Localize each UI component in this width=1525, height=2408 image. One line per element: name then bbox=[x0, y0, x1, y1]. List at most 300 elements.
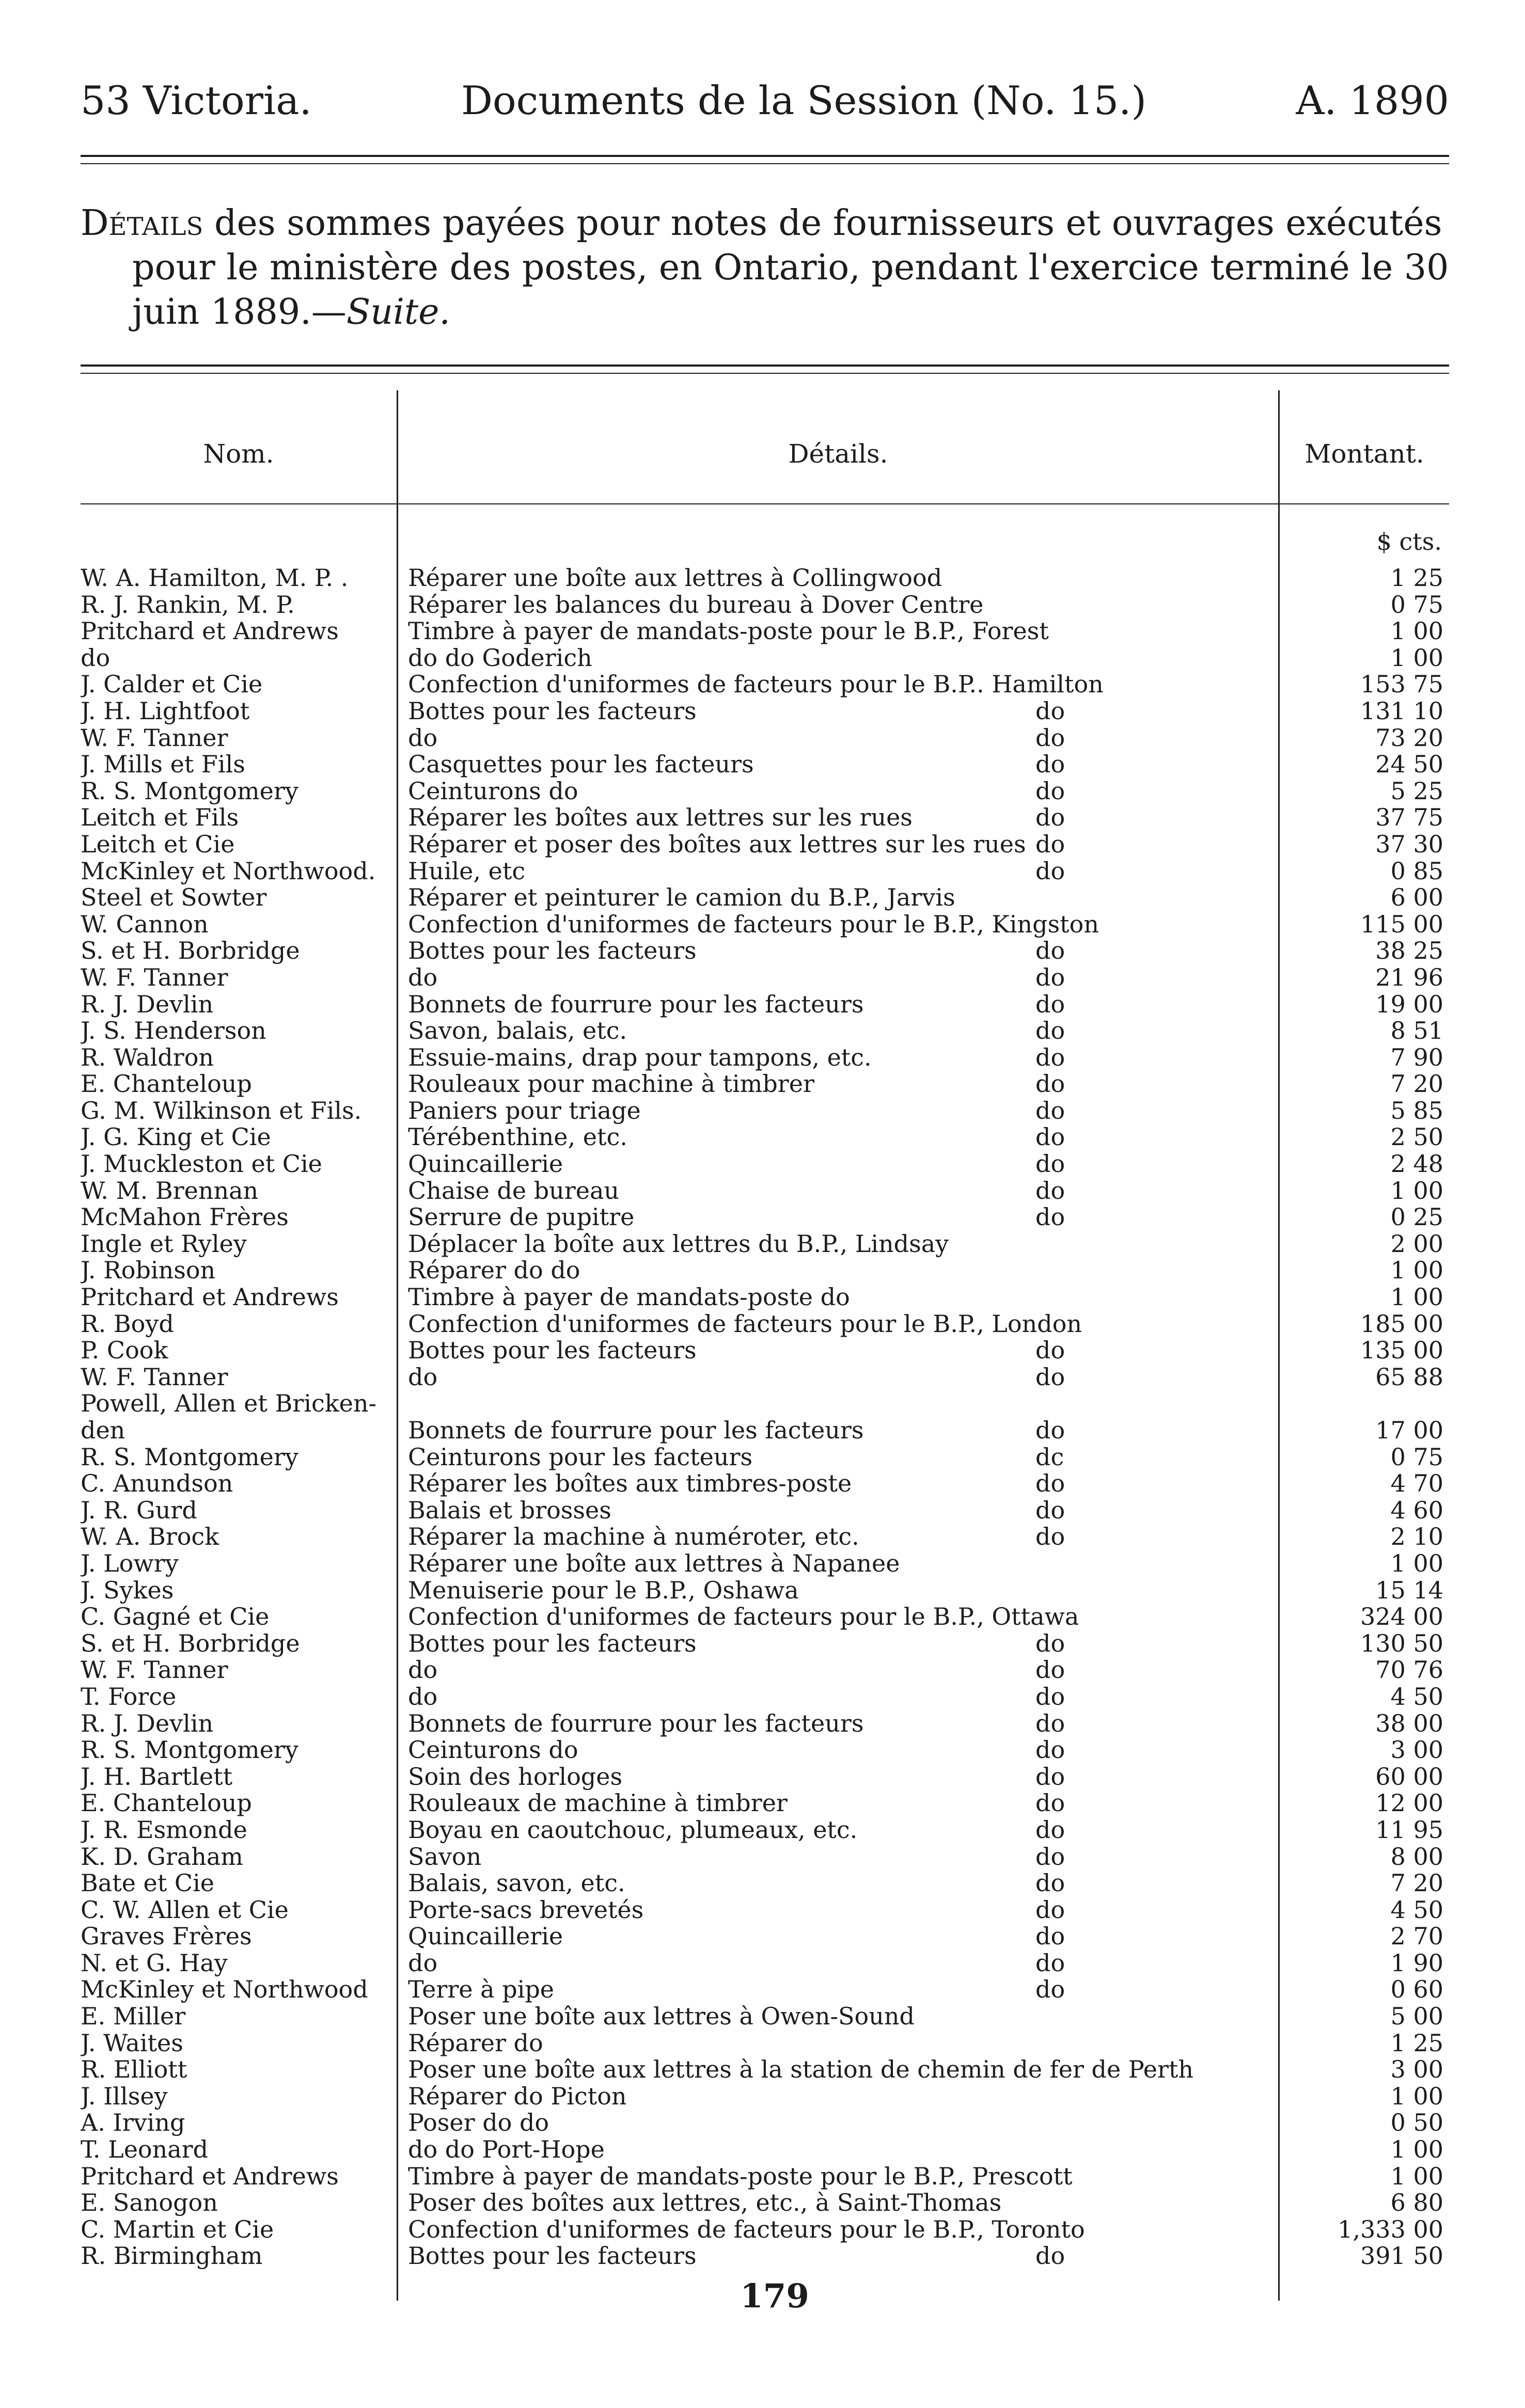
row-amount: 1 90 bbox=[1390, 1950, 1443, 1977]
row-details: do bbox=[408, 1683, 438, 1710]
row-details: Poser une boîte aux lettres à la station de chemin de fer de Perth bbox=[408, 2056, 1194, 2083]
supplier-name: R. J. Rankin, M. P. bbox=[81, 591, 295, 619]
table-row bbox=[0, 1444, 1525, 1471]
supplier-name: R. Boyd bbox=[81, 1310, 174, 1338]
supplier-name: W. F. Tanner bbox=[81, 964, 228, 991]
row-details: Réparer et peinturer le camion du B.P., Jarvis bbox=[408, 884, 955, 911]
row-details: Rouleaux de machine à timbrer bbox=[408, 1790, 788, 1817]
row-details: Bottes pour les facteurs bbox=[408, 1337, 697, 1364]
row-amount: 19 00 bbox=[1375, 991, 1443, 1018]
supplier-name: E. Chanteloup bbox=[81, 1790, 252, 1817]
supplier-name: J. Muckleston et Cie bbox=[81, 1151, 322, 1178]
row-details: Paniers pour triage bbox=[408, 1097, 641, 1124]
row-details: Poser une boîte aux lettres à Owen-Sound bbox=[408, 2003, 915, 2030]
table-caption bbox=[81, 201, 1449, 335]
row-amount: 4 50 bbox=[1390, 1683, 1443, 1710]
table-row bbox=[0, 2056, 1525, 2083]
row-amount: 2 50 bbox=[1390, 1124, 1443, 1151]
row-amount: 12 00 bbox=[1375, 1790, 1443, 1817]
row-amount: 0 75 bbox=[1390, 1444, 1443, 1471]
row-ditto: do bbox=[1035, 1337, 1065, 1364]
row-ditto: do bbox=[1035, 1044, 1065, 1071]
row-ditto: do bbox=[1035, 804, 1065, 831]
row-details: Confection d'uniformes de facteurs pour le B.P., London bbox=[408, 1310, 1082, 1338]
caption-lead: Détails bbox=[81, 203, 203, 244]
table-row bbox=[0, 1364, 1525, 1391]
supplier-name: do bbox=[81, 644, 111, 672]
supplier-name: R. J. Devlin bbox=[81, 991, 214, 1018]
row-ditto: do bbox=[1035, 858, 1065, 885]
caption-line-3: juin 1889.—Suite. bbox=[132, 292, 451, 332]
row-ditto: do bbox=[1035, 1870, 1065, 1897]
row-details: Réparer les boîtes aux timbres-poste bbox=[408, 1470, 852, 1497]
row-ditto: do bbox=[1035, 698, 1065, 725]
row-ditto: do bbox=[1035, 1843, 1065, 1871]
supplier-name: R. J. Devlin bbox=[81, 1710, 214, 1737]
caption-suite: Suite. bbox=[346, 292, 451, 332]
header-rule-2 bbox=[81, 163, 1449, 164]
row-ditto: do bbox=[1035, 1976, 1065, 2004]
row-amount: 1 00 bbox=[1390, 1257, 1443, 1285]
row-details: Bottes pour les facteurs bbox=[408, 938, 697, 964]
row-amount: 1 00 bbox=[1390, 618, 1443, 645]
table-row bbox=[0, 1124, 1525, 1151]
row-details: Réparer une boîte aux lettres à Collingwood bbox=[408, 565, 942, 592]
row-details: Confection d'uniformes de facteurs pour le B.P., Kingston bbox=[408, 911, 1099, 938]
row-ditto: do bbox=[1035, 1071, 1065, 1098]
row-details: Ceinturons do bbox=[408, 1737, 578, 1764]
table-row bbox=[0, 592, 1525, 619]
row-amount: 0 85 bbox=[1390, 858, 1443, 885]
supplier-name: R. Birmingham bbox=[81, 2243, 263, 2270]
table-row bbox=[0, 671, 1525, 698]
row-details: do bbox=[408, 964, 438, 991]
row-details: Confection d'uniformes de facteurs pour le B.P.. Hamilton bbox=[408, 671, 1104, 698]
table-top-rule-1 bbox=[81, 365, 1449, 367]
row-details: do do Port-Hope bbox=[408, 2136, 605, 2163]
supplier-name: A. Irving bbox=[81, 2110, 185, 2137]
supplier-name: Powell, Allen et Bricken- bbox=[81, 1390, 377, 1417]
row-details: Ceinturons do bbox=[408, 778, 578, 805]
row-ditto: do bbox=[1035, 1923, 1065, 1950]
row-ditto: do bbox=[1035, 1097, 1065, 1124]
row-details: Porte-sacs brevetés bbox=[408, 1896, 644, 1924]
table-row bbox=[0, 1604, 1525, 1630]
table-row bbox=[0, 1657, 1525, 1684]
supplier-name: W. F. Tanner bbox=[81, 1657, 228, 1684]
supplier-name: Steel et Sowter bbox=[81, 884, 267, 911]
row-ditto: do bbox=[1035, 1364, 1065, 1391]
column-header-name: Nom. bbox=[203, 439, 274, 469]
table-row bbox=[0, 1950, 1525, 1977]
supplier-name: C. Martin et Cie bbox=[81, 2216, 274, 2243]
row-details: do bbox=[408, 724, 438, 752]
table-row bbox=[0, 1897, 1525, 1924]
table-row bbox=[0, 1231, 1525, 1258]
caption-line-1: Détails des sommes payées pour notes de fournisseurs et ouvrages exécutés bbox=[81, 203, 1442, 244]
supplier-name: R. S. Montgomery bbox=[81, 1444, 298, 1471]
supplier-name: W. Cannon bbox=[81, 911, 209, 938]
row-details: Réparer do Picton bbox=[408, 2083, 627, 2110]
supplier-name: G. M. Wilkinson et Fils. bbox=[81, 1097, 362, 1124]
supplier-name: C. Anundson bbox=[81, 1470, 233, 1497]
supplier-name: J. Illsey bbox=[81, 2083, 168, 2110]
row-amount: 4 50 bbox=[1390, 1896, 1443, 1924]
row-amount: 1 25 bbox=[1390, 565, 1443, 592]
row-details: Balais et brosses bbox=[408, 1497, 611, 1524]
row-ditto: do bbox=[1035, 1816, 1065, 1844]
row-amount: 11 95 bbox=[1375, 1816, 1443, 1844]
table-top-rule-2 bbox=[81, 373, 1449, 374]
row-details: Timbre à payer de mandats-poste do bbox=[408, 1284, 850, 1311]
row-details: Bonnets de fourrure pour les facteurs bbox=[408, 1417, 864, 1444]
row-amount: 4 70 bbox=[1390, 1470, 1443, 1497]
table-row bbox=[0, 1550, 1525, 1577]
row-amount: 3 00 bbox=[1390, 1737, 1443, 1764]
table-body bbox=[0, 565, 1525, 2270]
row-details: Bonnets de fourrure pour les facteurs bbox=[408, 1710, 864, 1737]
row-amount: 1 00 bbox=[1390, 1550, 1443, 1577]
row-details: Huile, etc bbox=[408, 858, 526, 885]
table-row bbox=[0, 1417, 1525, 1444]
row-amount: 15 14 bbox=[1375, 1577, 1443, 1604]
table-row bbox=[0, 2216, 1525, 2243]
table-row bbox=[0, 884, 1525, 911]
row-ditto: do bbox=[1035, 1018, 1065, 1044]
row-details: Bottes pour les facteurs bbox=[408, 1630, 697, 1657]
table-row bbox=[0, 1018, 1525, 1044]
row-amount: 5 25 bbox=[1390, 778, 1443, 805]
row-details: Chaise de bureau bbox=[408, 1177, 620, 1205]
supplier-name: R. S. Montgomery bbox=[81, 1737, 298, 1764]
supplier-name: E. Miller bbox=[81, 2003, 186, 2030]
column-header-rule bbox=[81, 503, 1449, 504]
caption-line-2: pour le ministère des postes, en Ontario, pendant l'exercice terminé le 30 bbox=[132, 247, 1449, 288]
table-row bbox=[0, 1390, 1525, 1417]
row-ditto: do bbox=[1035, 1470, 1065, 1497]
row-ditto: do bbox=[1035, 1630, 1065, 1657]
row-amount: 135 00 bbox=[1360, 1337, 1443, 1364]
row-ditto: dc bbox=[1035, 1444, 1064, 1471]
supplier-name: den bbox=[81, 1417, 125, 1444]
row-details: Réparer et poser des boîtes aux lettres sur les rues bbox=[408, 831, 1026, 858]
table-row bbox=[0, 2003, 1525, 2030]
column-header-details: Détails. bbox=[788, 439, 888, 469]
row-details: do do Goderich bbox=[408, 644, 592, 672]
row-amount: 1 00 bbox=[1390, 1177, 1443, 1205]
supplier-name: J. Sykes bbox=[81, 1577, 174, 1604]
table-row bbox=[0, 858, 1525, 885]
row-details: Bottes pour les facteurs bbox=[408, 698, 697, 725]
table-row bbox=[0, 1524, 1525, 1550]
row-ditto: do bbox=[1035, 1657, 1065, 1684]
row-details: Poser des boîtes aux lettres, etc., à Saint-Thomas bbox=[408, 2190, 1002, 2216]
row-details: Poser do do bbox=[408, 2110, 549, 2137]
row-details: Réparer do do bbox=[408, 1257, 580, 1285]
supplier-name: C. W. Allen et Cie bbox=[81, 1896, 289, 1924]
row-amount: 324 00 bbox=[1360, 1604, 1443, 1630]
supplier-name: T. Force bbox=[81, 1683, 177, 1710]
supplier-name: Leitch et Fils bbox=[81, 804, 239, 831]
row-ditto: do bbox=[1035, 2243, 1065, 2270]
row-ditto: do bbox=[1035, 1151, 1065, 1178]
table-row bbox=[0, 1844, 1525, 1871]
table-row bbox=[0, 1044, 1525, 1071]
supplier-name: J. Mills et Fils bbox=[81, 751, 245, 778]
table-row bbox=[0, 1337, 1525, 1364]
row-amount: 115 00 bbox=[1360, 911, 1443, 938]
supplier-name: Leitch et Cie bbox=[81, 831, 235, 858]
supplier-name: W. F. Tanner bbox=[81, 1364, 228, 1391]
row-amount: 391 50 bbox=[1360, 2243, 1443, 2270]
table-row bbox=[0, 2136, 1525, 2163]
row-ditto: do bbox=[1035, 724, 1065, 752]
table-row bbox=[0, 1923, 1525, 1950]
table-row bbox=[0, 911, 1525, 938]
row-amount: 131 10 bbox=[1360, 698, 1443, 725]
table-row bbox=[0, 2243, 1525, 2270]
row-details: Térébenthine, etc. bbox=[408, 1124, 627, 1151]
row-amount: 8 51 bbox=[1390, 1018, 1443, 1044]
row-details: do bbox=[408, 1657, 438, 1684]
supplier-name: Bate et Cie bbox=[81, 1870, 215, 1897]
table-row bbox=[0, 1976, 1525, 2003]
row-amount: 1,333 00 bbox=[1338, 2216, 1443, 2243]
table-row bbox=[0, 751, 1525, 778]
table-row bbox=[0, 1497, 1525, 1524]
row-ditto: do bbox=[1035, 1950, 1065, 1977]
row-amount: 1 00 bbox=[1390, 2083, 1443, 2110]
supplier-name: W. A. Brock bbox=[81, 1524, 219, 1550]
supplier-name: J. Lowry bbox=[81, 1550, 179, 1577]
row-details: Timbre à payer de mandats-poste pour le B.P., Forest bbox=[408, 618, 1049, 645]
row-amount: 17 00 bbox=[1375, 1417, 1443, 1444]
running-header bbox=[81, 77, 1449, 124]
row-details: Ceinturons pour les facteurs bbox=[408, 1444, 753, 1471]
table-row bbox=[0, 1710, 1525, 1737]
row-details: do bbox=[408, 1950, 438, 1977]
table-row bbox=[0, 804, 1525, 831]
supplier-name: P. Cook bbox=[81, 1337, 168, 1364]
row-details: Quincaillerie bbox=[408, 1151, 563, 1178]
row-ditto: do bbox=[1035, 938, 1065, 964]
supplier-name: E. Sanogon bbox=[81, 2190, 218, 2216]
table-row bbox=[0, 1311, 1525, 1338]
table-row bbox=[0, 565, 1525, 592]
row-amount: 1 00 bbox=[1390, 2136, 1443, 2163]
row-amount: 8 00 bbox=[1390, 1843, 1443, 1871]
table-row bbox=[0, 1470, 1525, 1497]
row-amount: 5 85 bbox=[1390, 1097, 1443, 1124]
table-row bbox=[0, 1257, 1525, 1284]
row-details: Savon, balais, etc. bbox=[408, 1018, 627, 1044]
row-ditto: do bbox=[1035, 1524, 1065, 1550]
row-amount: 38 25 bbox=[1375, 938, 1443, 964]
row-ditto: do bbox=[1035, 1177, 1065, 1205]
header-title: Documents de la Session (No. 15.) bbox=[461, 77, 1147, 123]
supplier-name: W. M. Brennan bbox=[81, 1177, 259, 1205]
supplier-name: J. S. Henderson bbox=[81, 1018, 266, 1044]
row-details: Serrure de pupitre bbox=[408, 1204, 635, 1231]
row-amount: 1 00 bbox=[1390, 644, 1443, 672]
row-amount: 1 25 bbox=[1390, 2030, 1443, 2057]
row-details: Savon bbox=[408, 1843, 482, 1871]
table-row bbox=[0, 1071, 1525, 1098]
row-details: Déplacer la boîte aux lettres du B.P., Lindsay bbox=[408, 1230, 949, 1258]
row-amount: 37 75 bbox=[1375, 804, 1443, 831]
supplier-name: W. F. Tanner bbox=[81, 724, 228, 752]
row-details: Essuie-mains, drap pour tampons, etc. bbox=[408, 1044, 872, 1071]
row-amount: 6 80 bbox=[1390, 2190, 1443, 2216]
row-details: Confection d'uniformes de facteurs pour le B.P., Toronto bbox=[408, 2216, 1085, 2243]
supplier-name: J. H. Lightfoot bbox=[81, 698, 250, 725]
row-ditto: do bbox=[1035, 1417, 1065, 1444]
row-amount: 7 20 bbox=[1390, 1870, 1443, 1897]
table-row bbox=[0, 938, 1525, 964]
header-rule-1 bbox=[81, 155, 1449, 157]
table-row bbox=[0, 2163, 1525, 2190]
row-ditto: do bbox=[1035, 831, 1065, 858]
row-amount: 0 75 bbox=[1390, 591, 1443, 619]
supplier-name: J. Robinson bbox=[81, 1257, 216, 1285]
supplier-name: J. R. Gurd bbox=[81, 1497, 197, 1524]
table-row bbox=[0, 1764, 1525, 1791]
supplier-name: S. et H. Borbridge bbox=[81, 938, 300, 964]
table-row bbox=[0, 831, 1525, 858]
row-ditto: do bbox=[1035, 1763, 1065, 1791]
table-row bbox=[0, 1204, 1525, 1231]
table-row bbox=[0, 2110, 1525, 2136]
table-row bbox=[0, 1178, 1525, 1205]
table-row bbox=[0, 698, 1525, 725]
row-ditto: do bbox=[1035, 1737, 1065, 1764]
supplier-name: Pritchard et Andrews bbox=[81, 1284, 339, 1311]
row-amount: 7 90 bbox=[1390, 1044, 1443, 1071]
table-row bbox=[0, 1817, 1525, 1844]
table-row bbox=[0, 618, 1525, 645]
supplier-name: McKinley et Northwood bbox=[81, 1976, 368, 2004]
supplier-name: J. G. King et Cie bbox=[81, 1124, 271, 1151]
row-details: Timbre à payer de mandats-poste pour le B.P., Prescott bbox=[408, 2163, 1073, 2190]
row-amount: 0 50 bbox=[1390, 2110, 1443, 2137]
table-row bbox=[0, 2190, 1525, 2216]
table-row bbox=[0, 725, 1525, 752]
row-ditto: do bbox=[1035, 1790, 1065, 1817]
row-amount: 21 96 bbox=[1375, 964, 1443, 991]
row-amount: 2 10 bbox=[1390, 1524, 1443, 1550]
row-ditto: do bbox=[1035, 751, 1065, 778]
row-details: Bottes pour les facteurs bbox=[408, 2243, 697, 2270]
supplier-name: N. et G. Hay bbox=[81, 1950, 228, 1977]
supplier-name: J. R. Esmonde bbox=[81, 1816, 247, 1844]
row-details: Réparer une boîte aux lettres à Napanee bbox=[408, 1550, 900, 1577]
table-row bbox=[0, 645, 1525, 672]
table-row bbox=[0, 964, 1525, 991]
row-details: Balais, savon, etc. bbox=[408, 1870, 625, 1897]
row-details: do bbox=[408, 1364, 438, 1391]
table-row bbox=[0, 1098, 1525, 1124]
supplier-name: E. Chanteloup bbox=[81, 1071, 252, 1098]
table-row bbox=[0, 1630, 1525, 1657]
table-row bbox=[0, 1737, 1525, 1764]
row-amount: 185 00 bbox=[1360, 1310, 1443, 1338]
row-details: Menuiserie pour le B.P., Oshawa bbox=[408, 1577, 799, 1604]
row-ditto: do bbox=[1035, 778, 1065, 805]
header-volume: 53 Victoria. bbox=[81, 77, 312, 123]
row-amount: 2 48 bbox=[1390, 1151, 1443, 1178]
row-amount: 1 00 bbox=[1390, 1284, 1443, 1311]
amount-unit-label: $ cts. bbox=[1376, 528, 1442, 556]
table-row bbox=[0, 2030, 1525, 2057]
row-ditto: do bbox=[1035, 1204, 1065, 1231]
row-amount: 3 00 bbox=[1390, 2056, 1443, 2083]
supplier-name: T. Leonard bbox=[81, 2136, 209, 2163]
row-amount: 1 00 bbox=[1390, 2163, 1443, 2190]
row-amount: 4 60 bbox=[1390, 1497, 1443, 1524]
row-amount: 2 70 bbox=[1390, 1923, 1443, 1950]
supplier-name: K. D. Graham bbox=[81, 1843, 243, 1871]
header-year: A. 1890 bbox=[1296, 77, 1449, 123]
row-amount: 2 00 bbox=[1390, 1230, 1443, 1258]
row-details: Réparer les boîtes aux lettres sur les rues bbox=[408, 804, 913, 831]
row-ditto: do bbox=[1035, 1683, 1065, 1710]
row-details: Casquettes pour les facteurs bbox=[408, 751, 754, 778]
supplier-name: Graves Frères bbox=[81, 1923, 252, 1950]
page-number: 179 bbox=[740, 2277, 809, 2316]
row-amount: 73 20 bbox=[1375, 724, 1443, 752]
row-details: Réparer les balances du bureau à Dover Centre bbox=[408, 591, 984, 619]
row-amount: 0 60 bbox=[1390, 1976, 1443, 2004]
row-ditto: do bbox=[1035, 1710, 1065, 1737]
table-row bbox=[0, 1790, 1525, 1817]
row-amount: 153 75 bbox=[1360, 671, 1443, 698]
row-amount: 130 50 bbox=[1360, 1630, 1443, 1657]
row-details: Terre à pipe bbox=[408, 1976, 555, 2004]
supplier-name: Ingle et Ryley bbox=[81, 1230, 247, 1258]
column-header-amount: Montant. bbox=[1304, 439, 1424, 469]
row-details: Boyau en caoutchouc, plumeaux, etc. bbox=[408, 1816, 858, 1844]
row-ditto: do bbox=[1035, 1497, 1065, 1524]
supplier-name: R. Waldron bbox=[81, 1044, 214, 1071]
row-ditto: do bbox=[1035, 1896, 1065, 1924]
row-details: Bonnets de fourrure pour les facteurs bbox=[408, 991, 864, 1018]
row-ditto: do bbox=[1035, 964, 1065, 991]
table-row bbox=[0, 991, 1525, 1018]
supplier-name: R. Elliott bbox=[81, 2056, 187, 2083]
table-row bbox=[0, 1577, 1525, 1604]
row-amount: 0 25 bbox=[1390, 1204, 1443, 1231]
table-row bbox=[0, 1151, 1525, 1178]
table-row bbox=[0, 2083, 1525, 2110]
supplier-name: Pritchard et Andrews bbox=[81, 2163, 339, 2190]
supplier-name: J. H. Bartlett bbox=[81, 1763, 233, 1791]
supplier-name: J. Waites bbox=[81, 2030, 183, 2057]
supplier-name: W. A. Hamilton, M. P. . bbox=[81, 565, 349, 592]
row-amount: 6 00 bbox=[1390, 884, 1443, 911]
supplier-name: Pritchard et Andrews bbox=[81, 618, 339, 645]
table-row bbox=[0, 1684, 1525, 1710]
table-row bbox=[0, 1284, 1525, 1311]
row-ditto: do bbox=[1035, 991, 1065, 1018]
supplier-name: C. Gagné et Cie bbox=[81, 1604, 270, 1630]
supplier-name: McMahon Frères bbox=[81, 1204, 289, 1231]
row-amount: 7 20 bbox=[1390, 1071, 1443, 1098]
table-row bbox=[0, 1870, 1525, 1897]
row-details: Soin des horloges bbox=[408, 1763, 623, 1791]
row-amount: 37 30 bbox=[1375, 831, 1443, 858]
row-details: Quincaillerie bbox=[408, 1923, 563, 1950]
row-amount: 70 76 bbox=[1375, 1657, 1443, 1684]
